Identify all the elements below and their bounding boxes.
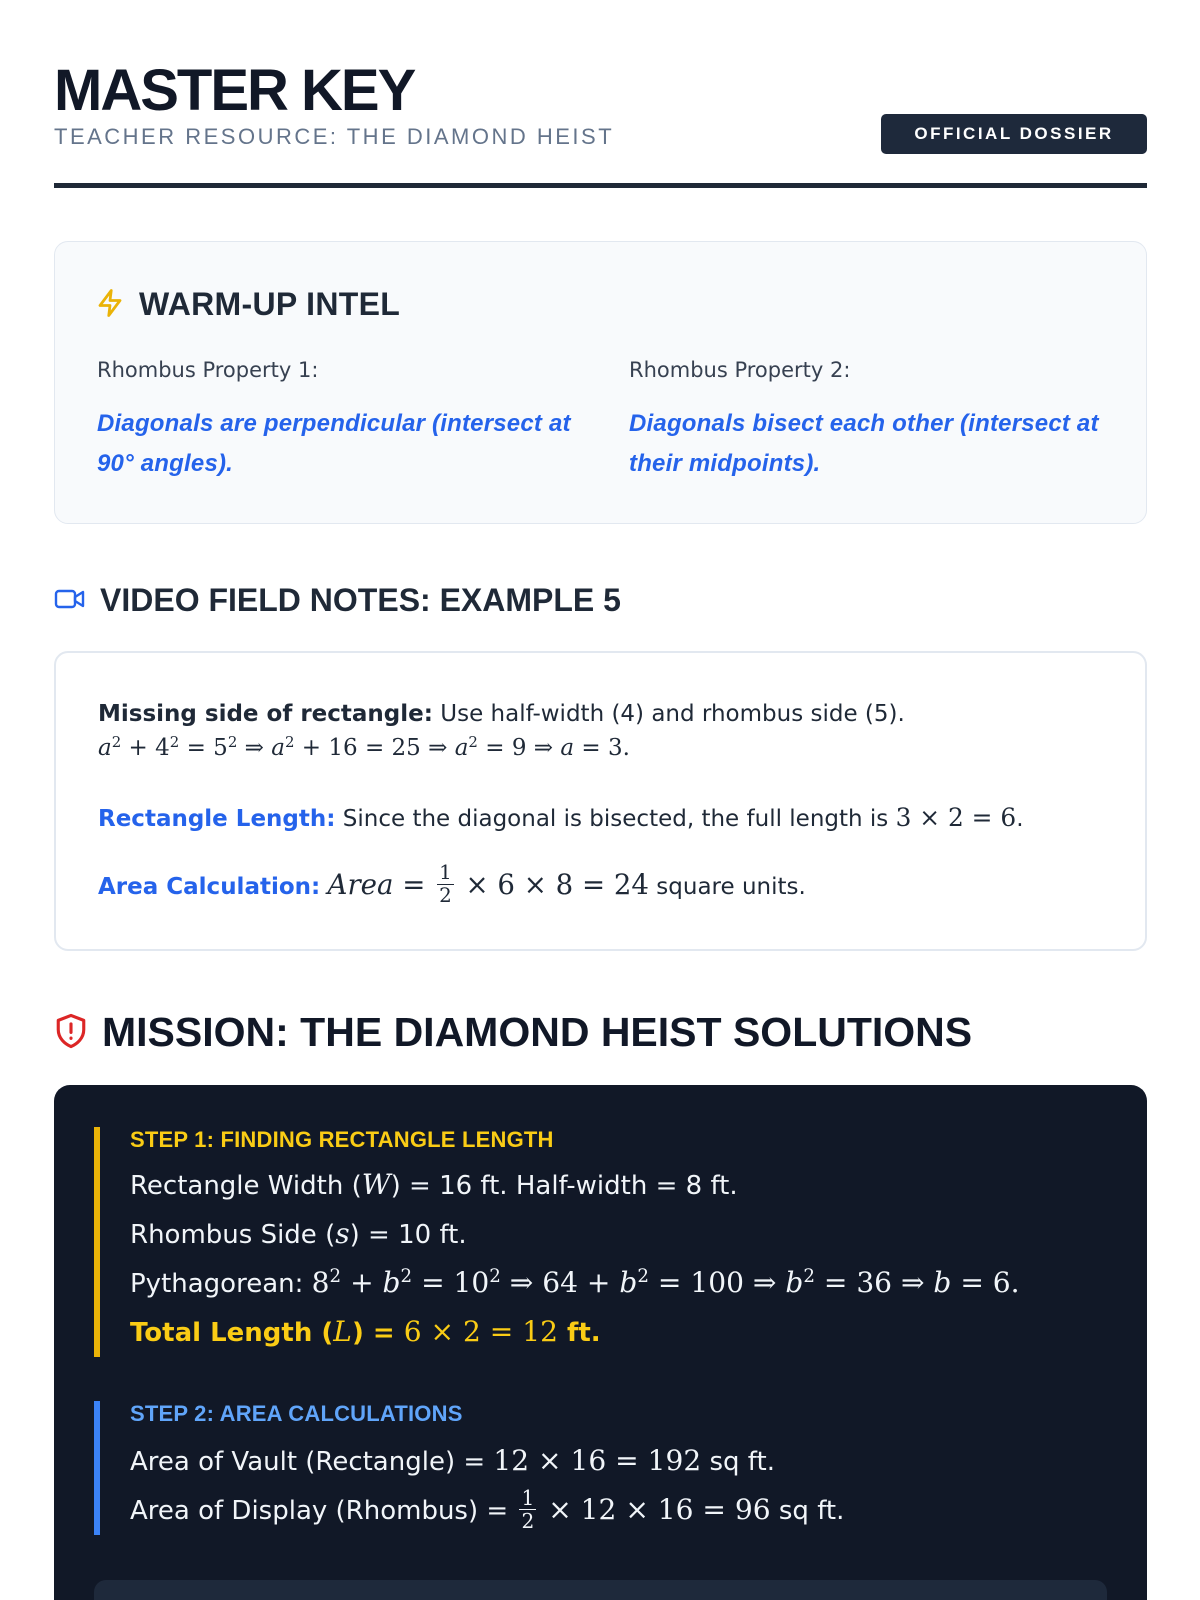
warmup-title: WARM-UP INTEL — [139, 286, 401, 322]
lightning-icon — [95, 287, 125, 323]
side-suffix: ) = 10 ft. — [349, 1220, 467, 1250]
missing-side-text: Use half-width (4) and rhombus side (5). — [440, 701, 905, 727]
video-notes-title: VIDEO FIELD NOTES: EXAMPLE 5 — [100, 582, 621, 618]
total-prefix: Total Length ( — [130, 1318, 334, 1348]
property-text: Diagonals bisect each other (intersect at their midpoints). — [629, 410, 1099, 477]
page-subtitle: TEACHER RESOURCE: THE DIAMOND HEIST — [54, 124, 615, 149]
area-calculation-math: Area = $\frac{1}{2}$ × 6 × 8 = 24 — [327, 861, 649, 907]
pythagorean-label: Pythagorean: — [130, 1269, 304, 1299]
property-label: Rhombus Property 2: — [629, 358, 851, 382]
missing-side-label: Missing side of rectangle: — [98, 701, 433, 727]
vault-area-label: Area of Vault (Rectangle) = — [130, 1447, 486, 1477]
rectangle-width-line: Rectangle Width (W) = 16 ft. Half-width = 8 ft. — [130, 1168, 738, 1201]
rhombus-side-line: Rhombus Side (s) = 10 ft. — [130, 1217, 467, 1250]
total-suffix: ft. — [567, 1318, 601, 1348]
rectangle-length-math: 3 × 2 = 6 — [895, 803, 1017, 832]
rectangle-length-note: Rectangle Length: Since the diagonal is bisected, the full length is 3 × 2 = 6. — [98, 803, 1024, 832]
display-area-label: Area of Display (Rhombus) = — [130, 1496, 509, 1526]
mission-title: MISSION: THE DIAMOND HEIST SOLUTIONS — [102, 1009, 973, 1055]
page-header — [54, 52, 1147, 188]
step-1-block — [94, 1127, 1020, 1357]
rhombus-property-2 — [629, 358, 1119, 484]
mission-heading — [54, 1009, 972, 1056]
area-calculation-note — [98, 861, 806, 908]
width-suffix: ) = 16 ft. Half-width = 8 ft. — [390, 1171, 738, 1201]
rectangle-length-text: Since the diagonal is bisected, the full length is — [342, 806, 889, 832]
next-step-panel — [94, 1580, 1107, 1600]
side-prefix: Rhombus Side ( — [130, 1220, 336, 1250]
vault-area-line: Area of Vault (Rectangle) = 12 × 16 = 192 sq ft. — [130, 1444, 775, 1477]
video-notes-card — [54, 651, 1147, 951]
area-units: square units. — [656, 873, 806, 900]
missing-side-note — [98, 701, 905, 727]
display-area-unit: sq ft. — [778, 1496, 845, 1526]
step-2-block — [94, 1401, 844, 1535]
total-mid: ) = — [351, 1318, 395, 1348]
step-2-title: STEP 2: AREA CALCULATIONS — [130, 1401, 463, 1426]
official-dossier-badge: OFFICIAL DOSSIER — [881, 114, 1147, 154]
display-area-line: Area of Display (Rhombus) = $\frac{1}{2}$ × 12 × 16 = 96 sq ft. — [130, 1485, 845, 1533]
page-title: MASTER KEY — [54, 58, 415, 123]
warmup-card — [54, 241, 1147, 524]
shield-alert-icon — [54, 1012, 88, 1054]
width-prefix: Rectangle Width ( — [130, 1171, 362, 1201]
property-text: Diagonals are perpendicular (intersect at 90° angles). — [97, 410, 571, 477]
video-notes-heading — [54, 582, 621, 619]
mission-solutions-panel — [54, 1085, 1147, 1600]
property-label: Rhombus Property 1: — [97, 358, 319, 382]
pythagorean-line: Pythagorean: $8^2 + b^2 = 10^2$ ⇒ $64 + b^2 = 100$ ⇒ $b^2 = 36$ ⇒ b = 6. — [130, 1265, 1020, 1299]
rectangle-length-label: Rectangle Length: — [98, 806, 336, 832]
step-1-title: STEP 1: FINDING RECTANGLE LENGTH — [130, 1127, 554, 1152]
warmup-header — [95, 286, 400, 323]
total-length-line: Total Length (L) = 6 × 2 = 12 ft. — [130, 1315, 601, 1348]
vault-area-unit: sq ft. — [709, 1447, 775, 1477]
rhombus-property-1 — [97, 358, 587, 484]
missing-side-equation: $a^2 + 4^2 = 5^2$ ⇒ $a^2 + 16 = 25$ ⇒ $a^2 = 9$ ⇒ a = 3. — [98, 732, 630, 761]
area-calculation-label: Area Calculation: — [98, 873, 321, 900]
video-camera-icon — [54, 587, 86, 615]
